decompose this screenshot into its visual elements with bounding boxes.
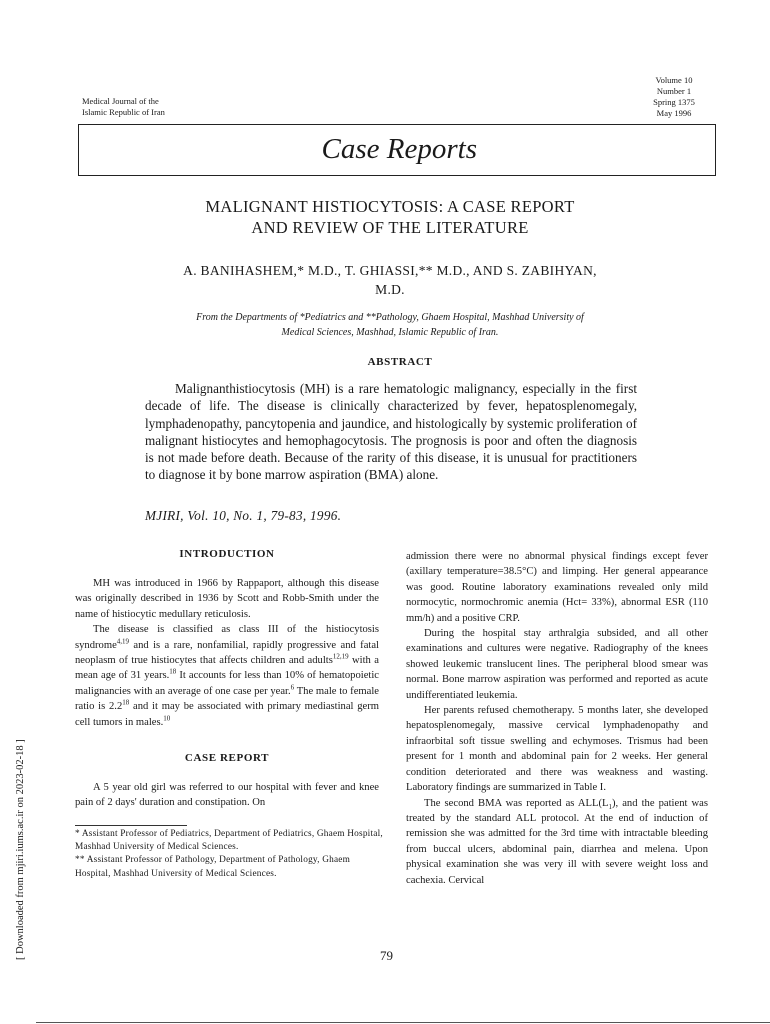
citation-ref: 18 [122, 698, 130, 707]
footnote-2: ** Assistant Professor of Pathology, Department of Pathology, Ghaem Hospital, Mashhad University of Medical Sciences. [75, 855, 351, 879]
section-header-box [78, 124, 716, 176]
citation: MJIRI, Vol. 10, No. 1, 79-83, 1996. [145, 508, 342, 523]
citation-ref: 6 [290, 683, 295, 692]
journal-name-line1: Medical Journal of the [82, 96, 159, 106]
bottom-divider [36, 1022, 770, 1023]
volume-label: Volume 10 [655, 75, 693, 85]
authors-line2: M.D. [375, 282, 405, 297]
footnote-1: * Assistant Professor of Pediatrics, Department of Pediatrics, Ghaem Hospital, Mashhad University of Medical Sciences. [75, 829, 383, 853]
subscript: 1 [608, 802, 612, 811]
season-label: Spring 1375 [653, 97, 695, 107]
article-title-line2: AND REVIEW OF THE LITERATURE [251, 218, 529, 237]
right-column-paragraph-3: Her parents refused chemotherapy. 5 months later, she developed hepatosplenomegaly, massive cervical lymphadenopathy and infraorbital soft tissue swelling and echymoses. Trismus had been present for 1 month and abdominal pain for 2 weeks. Her general condition deteriorated and there was weakness and wasting. Laboratory findings are summarized in Table I. [406, 705, 708, 794]
citation-ref: 12,19 [332, 652, 349, 661]
case-report-body [75, 780, 379, 811]
number-label: Number 1 [656, 86, 692, 96]
introduction-heading: INTRODUCTION [179, 548, 275, 560]
abstract-body: Malignanthistiocytosis (MH) is a rare hematologic malignancy, especially in the first decade of life. The disease is clinically characterized by fever, hepatosplenomegaly, lymphadenopathy, pancytopenia and jaundice, and histologically by systemic proliferation of malignant histiocytes and hemophagocytosis. The prognosis is poor and often the diagnosis is not made before death. Because of the rarity of this disease, it is unusual for practitioners to diagnose it by bone marrow aspiration (BMA) alone. [145, 381, 637, 483]
section-title: Case Reports [321, 133, 477, 165]
page-number: 79 [380, 948, 393, 963]
citation-ref: 10 [163, 714, 171, 723]
article-title-line1: MALIGNANT HISTIOCYTOSIS: A CASE REPORT [205, 197, 575, 216]
journal-name-line2: Islamic Republic of Iran [82, 107, 165, 117]
affiliation-line2: Medical Sciences, Mashhad, Islamic Republic of Iran. [281, 327, 499, 338]
date-label: May 1996 [656, 108, 692, 118]
introduction-paragraph-1: MH was introduced in 1966 by Rappaport, although this disease was originally described in 1936 by Scott and Robb-Smith under the name of histiocytic medullary reticulosis. [75, 578, 379, 620]
journal-name [82, 96, 165, 118]
footnotes [75, 828, 385, 881]
citation-ref: 4,19 [116, 637, 130, 646]
right-column [406, 549, 708, 888]
download-watermark: [ Downloaded from mjiri.iums.ac.ir on 2023-02-18 ] [15, 739, 26, 960]
authors-line1: A. BANIHASHEM,* M.D., T. GHIASSI,** M.D., AND S. ZABIHYAN, [183, 263, 597, 278]
authors [130, 261, 650, 299]
right-column-paragraph-4: The second BMA was reported as $ALL(L_1)$, and the patient was treated by the standard ALL protocol. At the end of induction of remission she was admitted for the 3rd time with intractable bleeding from buccal ulcers, abdominal pain, diarrhea and melena. Upon physical examination she was very ill with severe weight loss and cachexia. Cervical [406, 797, 708, 886]
right-column-paragraph-2: During the hospital stay arthralgia subsided, and all other examinations and cultures were negative. Radiography of the knees showed leukemic translucent lines. The peripheral blood smear was normal. Bone marrow aspiration was performed and reported as acute undifferentiated leukemia. [406, 628, 708, 701]
introduction-paragraph-2: The disease is classified as class III of the histiocytosis syndrome$^{4,19}$ and is a rare, nonfamilial, rapidly progressive and fatal neoplasm of true histiocytes that affects children and adults$^{12,19}$ with a mean age of 31 years.$^{18}$ It accounts for less than 10% of hematopoietic malignancies with an average of one case per year.$^6$ The male to female ratio is $2.2^{18}$ and it may be associated with primary mediastinal germ cell tumors in males.$^{10}$ [75, 624, 379, 728]
affiliation-line1: From the Departments of *Pediatrics and **Pathology, Ghaem Hospital, Mashhad University of [196, 312, 584, 323]
abstract-heading: ABSTRACT [367, 356, 433, 368]
volume-info [640, 75, 708, 119]
case-report-heading: CASE REPORT [184, 752, 270, 764]
case-report-paragraph-1: A 5 year old girl was referred to our hospital with fever and knee pain of 2 days' duration and constipation. On [75, 782, 379, 809]
affiliation [150, 310, 630, 340]
introduction-body [75, 576, 379, 730]
right-column-paragraph-1: admission there were no abnormal physical findings except fever (axillary temperature=38.5°C) and limping. Her general appearance was good. Routine laboratory examinations revealed only mild normocytic, normochromic anemia (Hct= 33%), abnormal ESR (110 mm/h) and a positive CRP. [406, 551, 708, 624]
article-title [130, 196, 650, 238]
footnote-divider [75, 825, 187, 826]
citation-ref: 18 [169, 667, 177, 676]
